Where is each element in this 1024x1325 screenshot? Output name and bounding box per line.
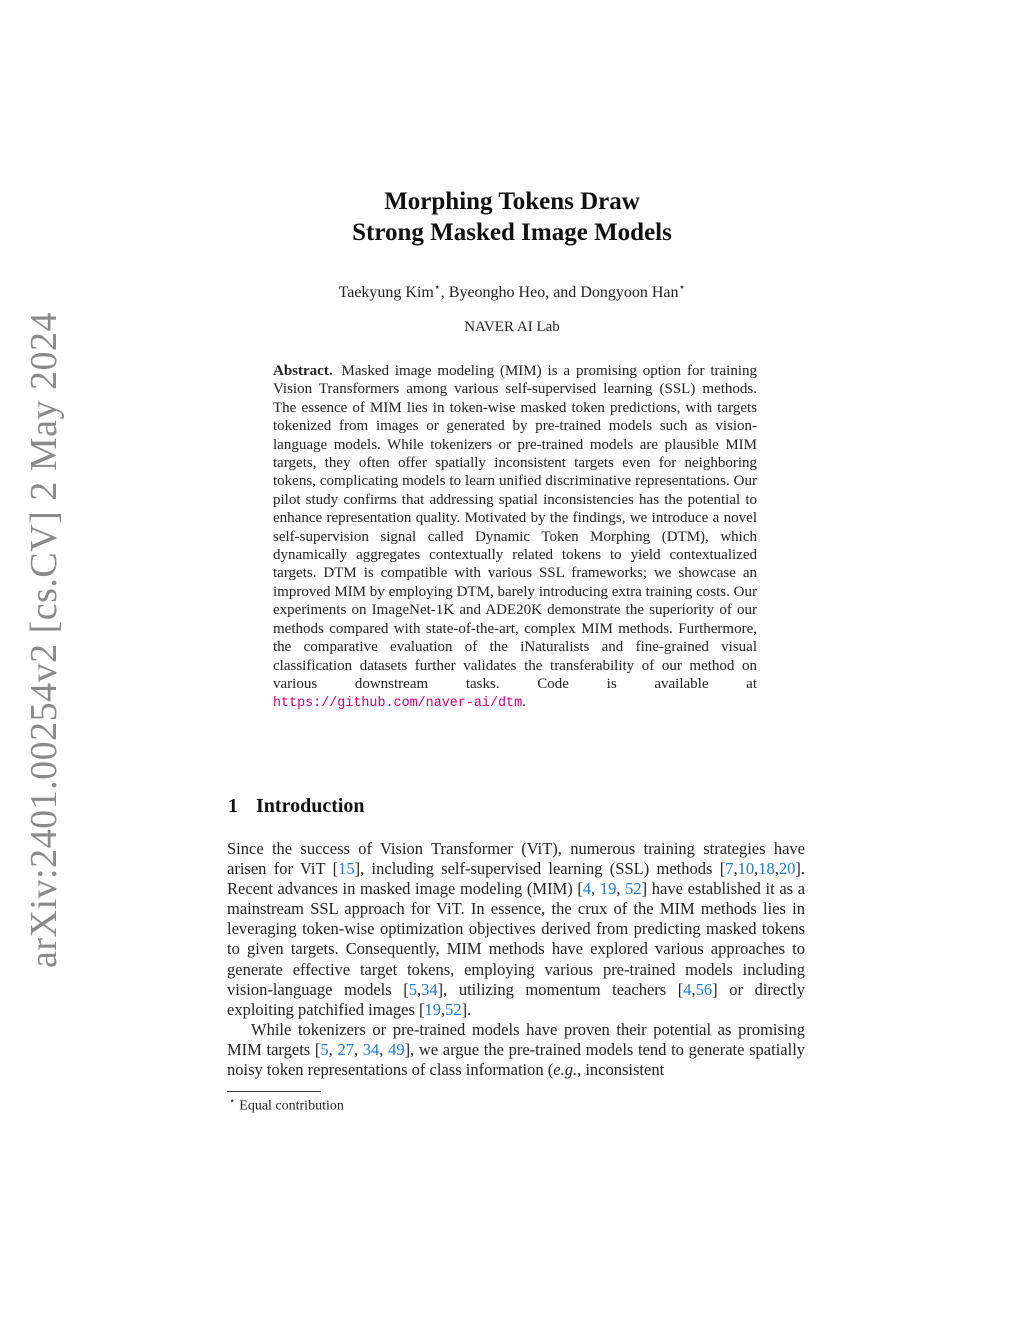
author-separator: , and xyxy=(545,284,581,301)
citation-link[interactable]: 4 xyxy=(683,979,692,999)
citation-separator: , xyxy=(379,1039,389,1059)
citation-link[interactable]: 52 xyxy=(445,999,462,1019)
abstract-block xyxy=(273,362,757,714)
paragraph-text: ]. Recent advances in masked image modeling (MIM) [ xyxy=(227,859,805,899)
citation-link[interactable]: 56 xyxy=(695,979,713,999)
citation-separator: , xyxy=(591,879,600,899)
paragraph-text: ], including self-supervised learning (SSL) methods [ xyxy=(354,859,726,879)
paragraph-text: ], we argue the pre-trained models tend to generate spatially noisy token representations of class information ( xyxy=(227,1039,806,1080)
paper-title xyxy=(0,186,1024,248)
footnote xyxy=(229,1096,344,1115)
arxiv-identifier-text: arXiv:2401.00254v2 [cs.CV] 2 May 2024 xyxy=(23,312,66,968)
footnote-mark: ⋆ xyxy=(229,1096,236,1107)
citation-separator: , xyxy=(691,979,696,999)
author-name: Byeongho Heo xyxy=(448,284,546,301)
abstract-label: Abstract. xyxy=(273,363,333,379)
citation-separator: , xyxy=(416,979,422,999)
section-number: 1 xyxy=(228,795,238,817)
citation-separator: , xyxy=(353,1039,363,1059)
abstract-end-period: . xyxy=(522,694,526,711)
paragraph-text: Since the success of Vision Transformer (ViT), numerous training strategies have arisen for ViT [ xyxy=(227,839,805,879)
citation-link[interactable]: 27 xyxy=(337,1039,354,1059)
paragraph-text: ]. xyxy=(461,999,472,1019)
citation-link[interactable]: 18 xyxy=(758,859,775,879)
citation-link[interactable]: 5 xyxy=(408,979,417,999)
citation-link[interactable]: 19 xyxy=(599,879,617,899)
paragraph xyxy=(227,839,805,1020)
citation-link[interactable]: 34 xyxy=(362,1039,380,1059)
citation-separator: , xyxy=(774,859,779,879)
paragraph-text: ], utilizing momentum teachers [ xyxy=(437,979,684,999)
footnote-divider xyxy=(227,1091,321,1092)
citation-link[interactable]: 15 xyxy=(338,859,355,879)
citation-separator: , xyxy=(440,999,446,1019)
paragraph-text: While tokenizers or pre-trained models have proven their potential as promising MIM targets [ xyxy=(227,1019,805,1059)
affiliation: NAVER AI Lab xyxy=(464,319,560,335)
paragraph-text: ] have established it as a mainstream SSL approach for ViT. In essence, the crux of the MIM methods lies in leveraging token-wise optimization objectives derived from predicting masked tokens to given targets. Consequently, MIM methods have explored various approaches to generate effective target tokens, employing various pre-trained models including vision-language models [ xyxy=(227,879,806,999)
footnote-text: Equal contribution xyxy=(239,1098,344,1114)
citation-link[interactable]: 34 xyxy=(421,979,438,999)
citation-link[interactable]: 10 xyxy=(737,859,755,879)
citation-link[interactable]: 49 xyxy=(388,1039,405,1059)
equal-contribution-mark: ⋆ xyxy=(678,281,686,294)
section-title: Introduction xyxy=(256,795,365,817)
author-name: Dongyoon Han xyxy=(580,284,679,301)
code-repository-link[interactable]: https://github.com/naver-ai/dtm xyxy=(273,696,523,712)
author-name: Taekyung Kim xyxy=(338,284,434,301)
section-heading-introduction xyxy=(228,795,365,818)
author-list xyxy=(0,281,1024,302)
paragraph-text: , inconsistent xyxy=(577,1060,665,1080)
equal-contribution-mark: ⋆ xyxy=(433,281,441,294)
introduction-body xyxy=(227,839,805,1080)
paragraph-text: ] or directly exploiting patchified images [ xyxy=(227,979,805,1019)
citation-separator: , xyxy=(616,879,626,899)
title-line-2: Strong Masked Image Models xyxy=(352,219,672,246)
abstract-text: Masked image modeling (MIM) is a promising option for training Vision Transformers among various self-supervised learning (SSL) methods. The essence of MIM lies in token-wise masked token predictions, with targets tokenized from images or generated by pre-trained models such as vision-language models. While tokenizers or pre-trained models are plausible MIM targets, they often offer spatially inconsistent targets even for neighboring tokens, complicating models to learn unified discriminative representations. Our pilot study confirms that addressing spatial inconsistencies has the potential to enhance representation quality. Motivated by the findings, we introduce a novel self-supervision signal called Dynamic Token Morphing (DTM), which dynamically aggregates contextually related tokens to yield contextualized targets. DTM is compatible with various SSL frameworks; we showcase an improved MIM by employing DTM, barely introducing extra training costs. Our experiments on ImageNet-1K and ADE20K demonstrate the superiority of our methods compared with state-of-the-art, complex MIM methods. Furthermore, the comparative evaluation of the iNaturalists and fine-grained visual classification datasets further validates the transferability of our method on various downstream tasks. Code is available at xyxy=(273,363,757,692)
citation-link[interactable]: 5 xyxy=(320,1039,329,1059)
citation-link[interactable]: 20 xyxy=(778,859,796,879)
title-line-1: Morphing Tokens Draw xyxy=(384,188,640,215)
author-separator: , xyxy=(440,284,449,301)
citation-link[interactable]: 4 xyxy=(582,879,592,899)
citation-link[interactable]: 52 xyxy=(625,879,642,899)
paragraph xyxy=(227,1020,805,1080)
citation-separator: , xyxy=(754,859,759,879)
citation-separator: , xyxy=(733,859,738,879)
arxiv-identifier-stamp xyxy=(14,312,74,968)
emphasis-eg: e.g. xyxy=(553,1060,578,1080)
citation-link[interactable]: 7 xyxy=(725,859,734,879)
citation-separator: , xyxy=(328,1039,338,1059)
citation-link[interactable]: 19 xyxy=(424,999,441,1019)
